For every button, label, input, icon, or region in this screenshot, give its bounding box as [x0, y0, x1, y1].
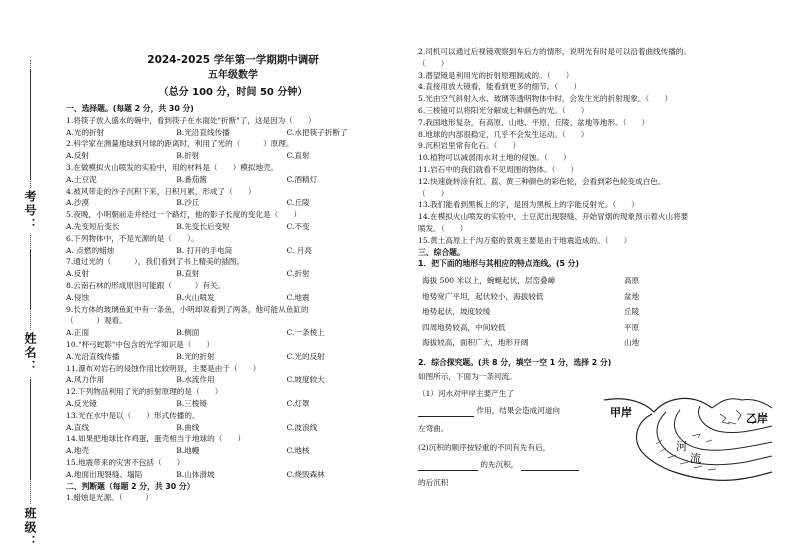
answer-blank-2[interactable]	[418, 462, 478, 471]
terrain-type[interactable]: 盆地	[624, 291, 640, 301]
name-line	[30, 250, 31, 310]
choice-question-stem: 5.夜晚，小明朝前走并经过一个路灯，他的影子长度的变化是（ ）	[66, 210, 302, 220]
choice-option[interactable]: B.水流作用	[176, 375, 215, 385]
choice-option[interactable]: A.反光镜	[66, 398, 97, 408]
choice-options	[66, 268, 400, 280]
choice-options	[66, 197, 400, 209]
choice-option[interactable]: B.曲线	[176, 422, 200, 432]
choice-options	[66, 422, 400, 434]
choice-question-stem: 11.瀑布对岩石的侵蚀作用比较明显，主要是由于（ ）	[66, 363, 261, 373]
choice-question-stem: 14.如果把地球比作鸡蛋，蛋壳相当于地球的（ ）	[66, 434, 246, 444]
choice-option[interactable]: B. 打开的手电筒	[176, 245, 233, 255]
name-label: 姓名：	[23, 332, 37, 374]
judge-item: 10.植物可以减弱雨水对土地的侵蚀。（ ）	[418, 153, 571, 163]
choice-options	[66, 221, 400, 233]
choice-options	[66, 174, 400, 186]
judge-item: 7.我国地形复杂，有高原、山地、平原、丘陵、盆地等地形。（ ）	[418, 117, 650, 127]
choice-option[interactable]: B.三棱镜	[176, 398, 207, 408]
choice-option[interactable]: C.折射	[286, 269, 310, 279]
choice-option[interactable]: A.风力作用	[66, 375, 105, 385]
choice-option[interactable]: A.直线	[66, 422, 90, 432]
choice-option[interactable]: B.地幔	[176, 446, 200, 456]
q1-heading: 1．把下面的地形与其相应的特点连线。(5 分)	[418, 259, 580, 269]
judge-item: 5.光由空气斜射入水、玻璃等透明物体中时，会发生光的折射现象。（ ）	[418, 94, 673, 104]
choice-options	[66, 150, 400, 162]
judge-item: 13.我们能看到黑板上的字，是因为黑板上的字能反射光。（ ）	[418, 200, 639, 210]
choice-options	[66, 374, 400, 386]
choice-options	[66, 292, 400, 304]
choice-options	[66, 245, 400, 257]
judge-item: 11.岩石中的我们就看不见周围的物体。（ ）	[418, 164, 579, 174]
choice-option[interactable]: A.光沿直线传播	[66, 351, 120, 361]
exam-score-line: （总分 100 分，时间 50 分钟）	[158, 87, 308, 98]
choice-option[interactable]: B.沙丘	[176, 198, 200, 208]
choice-options	[66, 445, 400, 457]
choice-options	[66, 327, 400, 339]
judge-item: （ ）	[418, 188, 449, 198]
terrain-type[interactable]: 山地	[624, 338, 640, 348]
choice-option[interactable]: A.光的折射	[66, 127, 105, 137]
q2-part2-c: 的后沉积	[418, 478, 449, 488]
section1-questions	[66, 115, 400, 481]
choice-option[interactable]: B.侧面	[176, 328, 200, 338]
match-row	[418, 304, 652, 320]
choice-options	[66, 127, 400, 139]
choice-option[interactable]: B.光沿直线传播	[176, 127, 230, 137]
choice-options	[66, 469, 400, 481]
q2-part1-b: 作用，结果会造成河道向	[476, 406, 560, 416]
choice-option[interactable]: A.侵蚀	[66, 292, 90, 302]
judge-item: 喷发。（ ）	[418, 223, 468, 233]
exam-no-line	[30, 70, 31, 180]
terrain-type[interactable]: 高原	[624, 276, 640, 286]
terrain-type[interactable]: 丘陵	[624, 307, 640, 317]
choice-option[interactable]: C.丘陵	[286, 198, 310, 208]
choice-question-stem: 15.地震带来的灾害不包括（ ）	[66, 457, 185, 467]
exam-no-label: 考号：	[23, 190, 37, 232]
terrain-feature[interactable]: 海拔较高，面积广大，地形开阔	[422, 338, 529, 348]
exam-subject: 五年级数学	[208, 70, 258, 81]
choice-question-stem: 7.通过光的（ ），我们看到了书上精美的插图。	[66, 257, 245, 267]
terrain-feature[interactable]: 海拔 500 米以上，蜿蜒起伏，层峦叠嶂	[422, 276, 556, 286]
choice-option[interactable]: A.土豆泥	[66, 174, 97, 184]
choice-option[interactable]: B.先变长后变短	[176, 221, 230, 231]
choice-option[interactable]: C.一条棱上	[286, 328, 325, 338]
choice-option[interactable]: A.地面出现裂缝、塌陷	[66, 469, 143, 479]
q2-part2-b: 的先沉积，	[480, 460, 519, 470]
choice-option[interactable]: C.水把筷子折断了	[286, 127, 348, 137]
choice-option[interactable]: C.烧毁森林	[286, 469, 325, 479]
choice-options	[66, 398, 400, 410]
match-row	[418, 335, 652, 351]
choice-option[interactable]: A.沙漠	[66, 198, 90, 208]
left-column	[66, 52, 400, 504]
choice-question-stem: 12.下列物品利用了光的折射原理的是（ ）	[66, 387, 223, 397]
choice-option[interactable]: B.光的折射	[176, 351, 215, 361]
q2-intro: 如图所示，下面为一条河流。	[418, 372, 517, 382]
choice-option[interactable]: C.酒精灯	[286, 174, 318, 184]
choice-option[interactable]: C. 月亮	[286, 245, 312, 255]
judge-item: 14.在模拟火山喷发的实验中，土豆泥出现裂缝、开始冒烟的现象预示着火山将要	[418, 212, 689, 222]
judge-item: 6.三棱镜可以将阳光分解成七种颜色的光。（ ）	[418, 105, 589, 115]
terrain-feature[interactable]: 地势起伏，坡度较缓	[422, 307, 491, 317]
choice-option[interactable]: C.直射	[286, 151, 310, 161]
terrain-type[interactable]: 平原	[624, 322, 640, 332]
section1-heading: 一、选择题。(每题 2 分，共 30 分)	[66, 104, 194, 113]
choice-option[interactable]: B.山体滑坡	[176, 469, 215, 479]
terrain-feature[interactable]: 地势宽广平坦，起伏较小，海拔较低	[422, 291, 544, 301]
terrain-match	[418, 273, 788, 351]
bank-b-top	[712, 399, 772, 408]
bank-a-label: 甲岸	[610, 406, 632, 419]
choice-option[interactable]: C.不变	[286, 221, 310, 231]
flow-arrows	[692, 434, 712, 442]
choice-option[interactable]: A.反射	[66, 151, 90, 161]
choice-option[interactable]: B.折射	[176, 151, 200, 161]
match-row	[418, 289, 652, 305]
judge-item: 3.潜望镜是利用光的折射原理制成的。（ ）	[418, 70, 574, 80]
binding-margin	[0, 0, 60, 560]
exam-title: 2024-2025 学年第一学期期中调研	[147, 54, 319, 66]
choice-question-stem: 1.将筷子放入盛水的碗中，看到筷子在水面处"折断"了，这是因为（ ）	[66, 115, 316, 125]
q2-part2-a: (2)沉积的顺序按轻重的不同有先有后，	[418, 442, 551, 452]
river-char-1: 河	[676, 440, 687, 453]
q2-part1-a: （1）河水对甲岸主要产生了	[418, 389, 514, 399]
river-diagram	[596, 392, 776, 492]
q2-part1-c: 左弯曲。	[418, 423, 449, 433]
choice-option[interactable]: A.反射	[66, 269, 90, 279]
choice-option[interactable]: C.坡度较大	[286, 375, 325, 385]
choice-option[interactable]: B.直射	[176, 269, 200, 279]
q2-heading: 2．综合探究题。(共 8 分，填空一空 1 分，选择 2 分)	[418, 357, 612, 367]
section2-items	[418, 46, 788, 247]
match-row	[418, 273, 652, 289]
class-line	[30, 380, 31, 480]
choice-option[interactable]: A.先变短后变长	[66, 221, 120, 231]
choice-option[interactable]: A.地壳	[66, 446, 90, 456]
terrain-feature[interactable]: 四周地势较高，中间较低	[422, 322, 506, 332]
choice-options	[66, 351, 400, 363]
choice-option[interactable]: A. 点燃的蜡烛	[66, 245, 115, 255]
judge-item: 15.黄土高原上千沟万壑的景观主要是由于地震造成的。（ ）	[418, 235, 632, 245]
choice-option[interactable]: B.火山喷发	[176, 292, 215, 302]
choice-question-stem: 3.在做模拟火山喷发的实验中，用的材料是（ ）模拟地壳。	[66, 162, 279, 172]
judge-item: 1.蜡烛是光源。（ ）	[66, 493, 153, 503]
choice-question-stem: 9.长方体的玻璃鱼缸中有一条鱼，小明却说看到了两条，他可能从鱼缸的	[66, 304, 309, 314]
judge-item: 2.司机可以通过后视镜观察到车后方的情形，说明光有时是可以沿着曲线传播的。	[418, 47, 692, 56]
choice-option[interactable]: C.地震	[286, 292, 310, 302]
judge-item: 8.地球的内部很稳定，几乎不会发生运动。（ ）	[418, 129, 589, 139]
choice-question-stem: 10."杯弓蛇影"中包含的光学知识是（ ）	[66, 339, 215, 349]
choice-option[interactable]: C.地核	[286, 446, 310, 456]
choice-question-stem: 6.下列物体中，不是光源的是（ ）。	[66, 233, 199, 243]
choice-option[interactable]: A.正面	[66, 328, 90, 338]
section2-heading: 二、判断题（每题 2 分，共 30 分）	[66, 481, 195, 491]
choice-question-stem: 8.云南石林的形成原因可能跟（ ）有关。	[66, 280, 226, 290]
judge-item: 12.快速旋转涂有红、蓝、黄三种颜色的彩色轮，会看到彩色轮变成白色。	[418, 176, 666, 186]
bank-b-label: 乙岸	[746, 412, 768, 425]
choice-option[interactable]: C.灯罩	[286, 398, 310, 408]
choice-question-stem: 4.被风带走的沙子沉积下来，日积月累，形成了（ ）	[66, 186, 256, 196]
judge-item: 9.沉积岩里常有化石。（ ）	[418, 141, 521, 151]
choice-question-stem: 2.科学家在测量地球到月球的距离时，利用了光的（ ）原理。	[66, 139, 294, 149]
choice-option[interactable]: C.光的反射	[286, 351, 325, 361]
section3-heading: 三、综合题。	[418, 247, 465, 257]
class-label: 班级：	[23, 507, 37, 549]
river-char-2: 流	[690, 452, 701, 465]
choice-option[interactable]: C.波浪线	[286, 422, 318, 432]
choice-option[interactable]: B.番茄酱	[176, 174, 207, 184]
choice-question-stem: 13.光在水中是以（ ）形式传播的。	[66, 410, 200, 420]
choice-question-stem-cont: （ ）观看。	[66, 316, 127, 326]
match-row	[418, 320, 652, 336]
answer-blank-3[interactable]	[521, 462, 579, 471]
judge-item: （ ）	[418, 58, 449, 68]
judge-item: 4.直接用放大镜看，能看到更多的细节。（ ）	[418, 82, 581, 92]
answer-blank-1[interactable]	[418, 408, 474, 417]
